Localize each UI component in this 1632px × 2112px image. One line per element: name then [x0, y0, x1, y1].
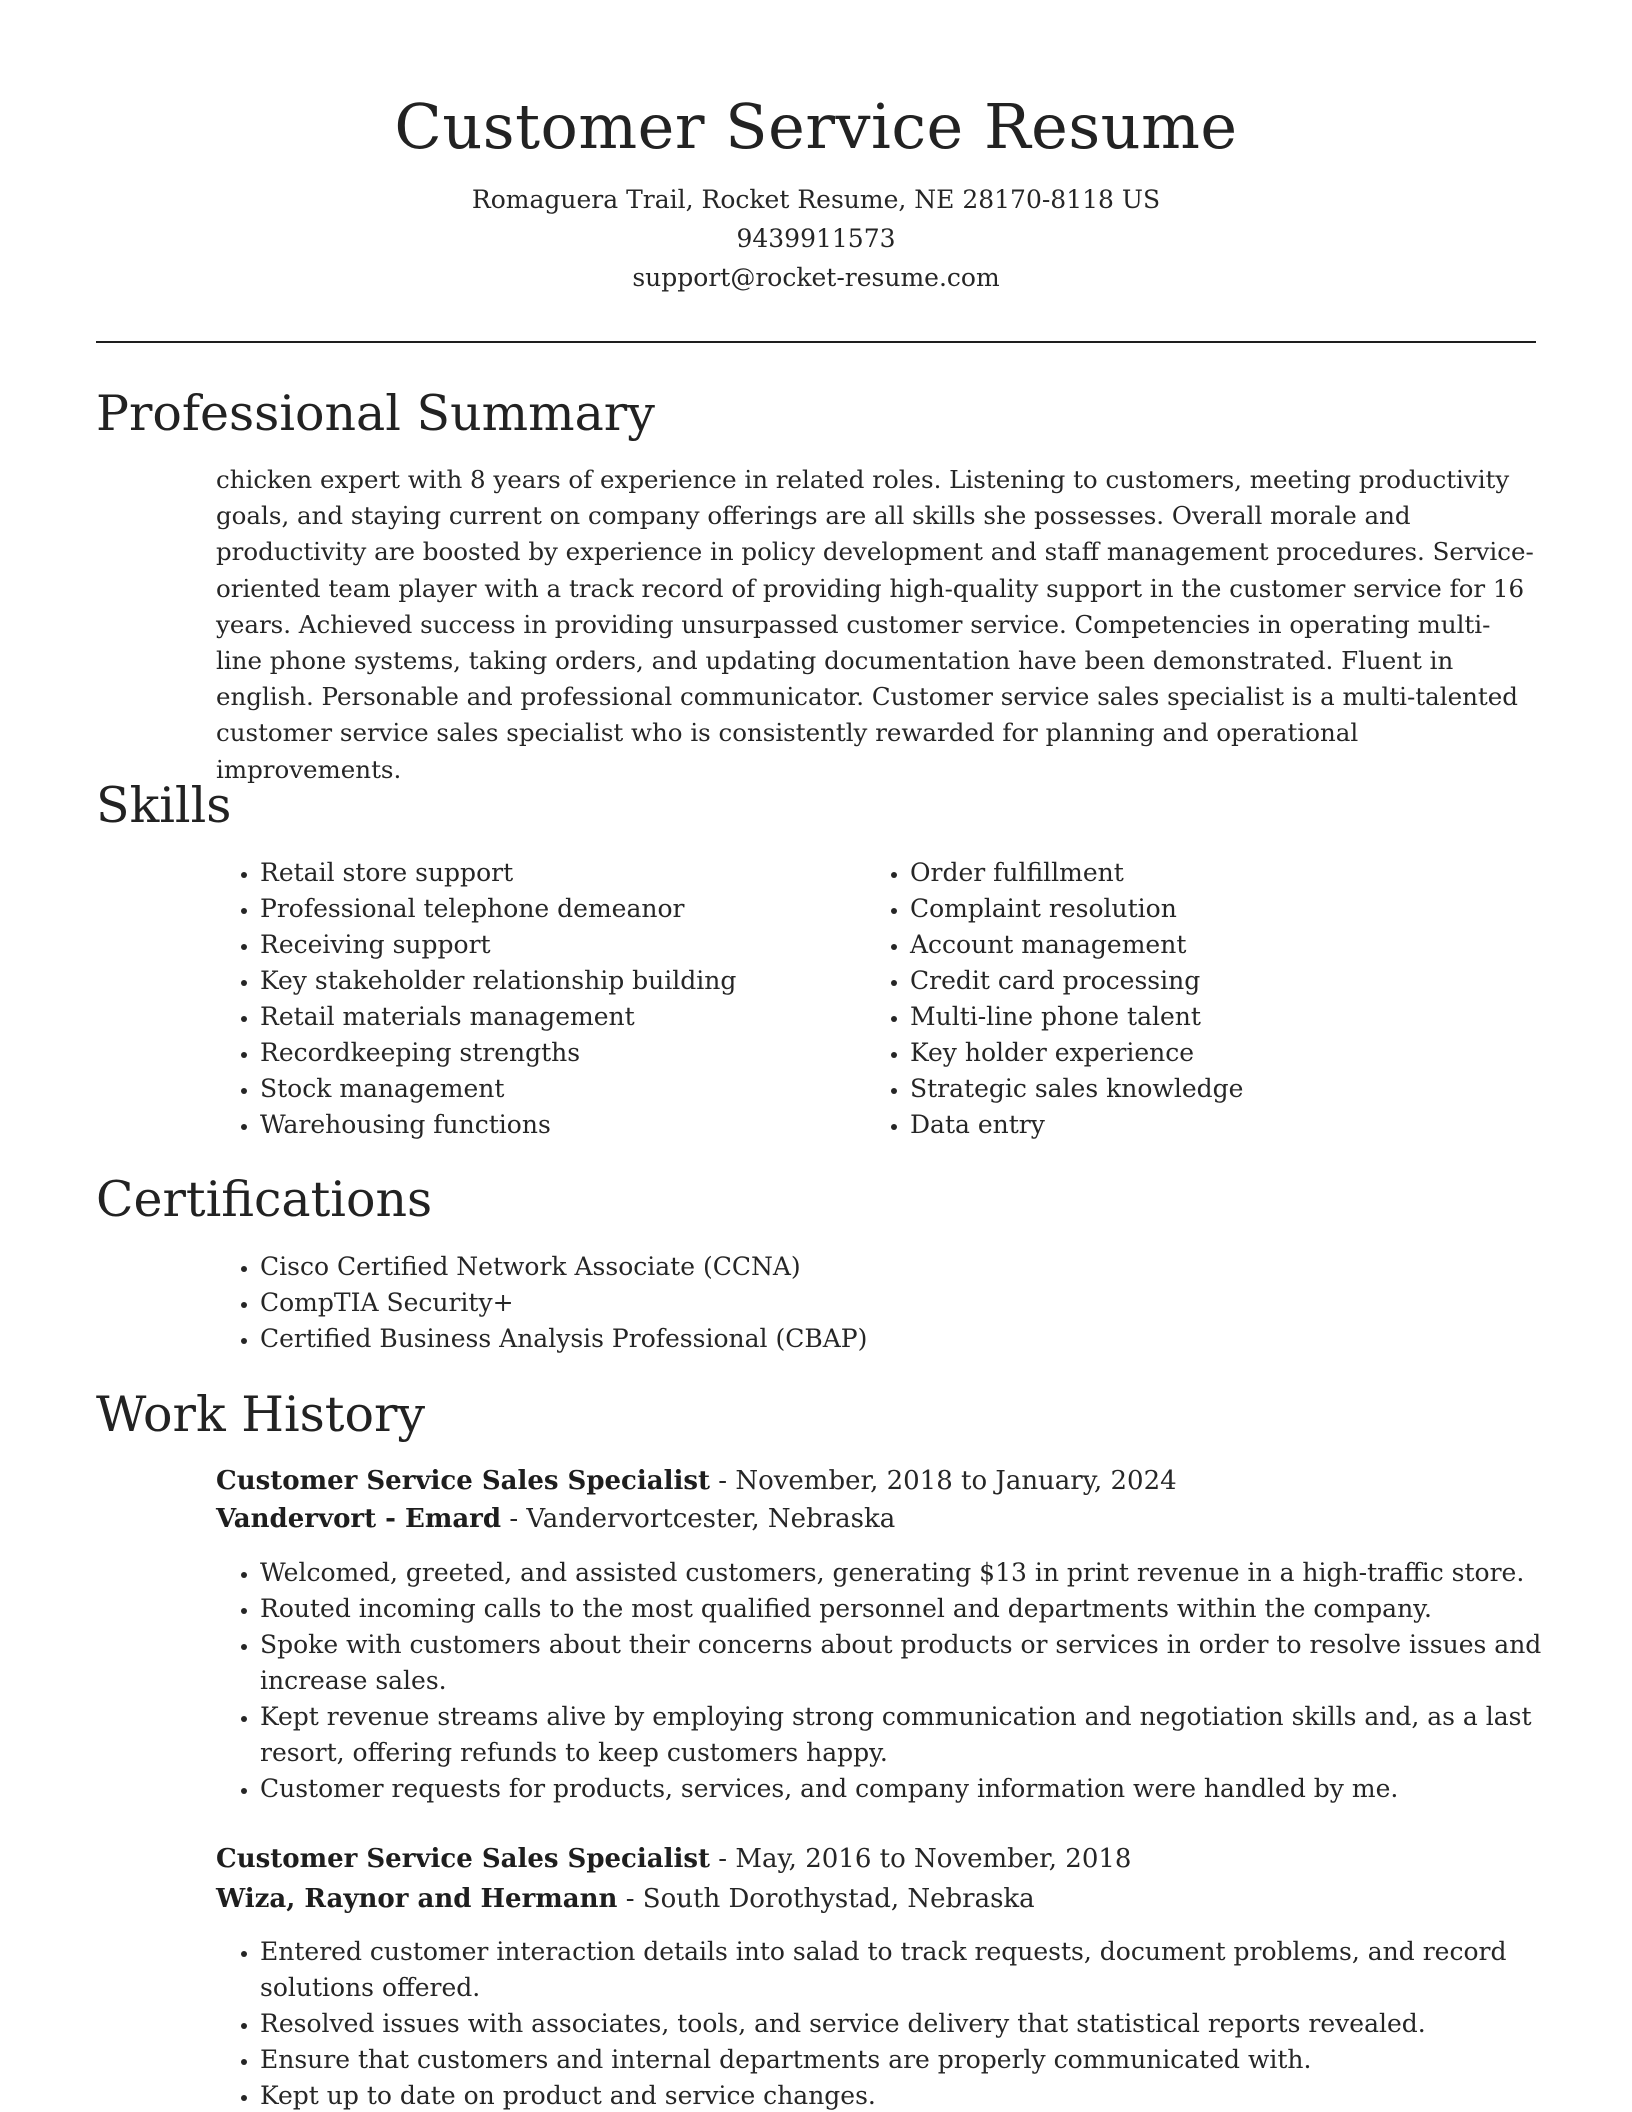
certification-item: • Cisco Certified Network Associate (CCNA) — [260, 1249, 1560, 1285]
skill-item: • Professional telephone demeanor — [260, 891, 860, 927]
contact-block — [96, 180, 1536, 297]
contact-address: Romaguera Trail, Rocket Resume, NE 28170-8118 US — [471, 185, 1161, 214]
summary-text: chicken expert with 8 years of experience in related roles. Listening to customers, meeting productivity goals, and staying current on company offerings are all skills she possesses. Overall morale and productivity are boosted by experience in policy development and staff management procedures. Service-oriented team player with a track record of providing high-quality support in the customer service for 16 years. Achieved success in providing unsurpassed customer service. Competencies in operating multi-line phone systems, taking orders, and updating documentation have been demonstrated. Fluent in english. Personable and professional communicator. Customer service sales specialist is a multi-talented customer service sales specialist who is consistently rewarded for planning and operational improvements. — [216, 465, 1534, 784]
duty-item: • Welcomed, greeted, and assisted customers, generating $13 in print revenue in a high-traffic store. — [260, 1555, 1580, 1591]
certification-item: • Certified Business Analysis Professional (CBAP) — [260, 1321, 1560, 1357]
skill-item: • Order fulfillment — [910, 855, 1530, 891]
duty-item: • Resolved issues with associates, tools, and service delivery that statistical reports revealed. — [260, 2006, 1580, 2042]
duty-item: • Kept up to date on product and service changes. — [260, 2078, 1580, 2112]
certifications-heading: Certifications — [96, 1171, 433, 1228]
separator: - — [509, 1504, 519, 1534]
job-duties-list — [216, 1555, 1580, 1807]
skill-item: • Strategic sales knowledge — [910, 1071, 1530, 1107]
summary-heading: Professional Summary — [96, 385, 655, 442]
skills-list-right — [866, 855, 1530, 1143]
header-divider — [96, 341, 1536, 343]
skill-item: • Credit card processing — [910, 963, 1530, 999]
resume-title: Customer Service Resume — [394, 90, 1238, 163]
job-dates: May, 2016 to November, 2018 — [735, 1844, 1132, 1874]
duty-item: • Ensure that customers and internal departments are properly communicated with. — [260, 2042, 1580, 2078]
contact-phone: 9439911573 — [736, 224, 896, 253]
job-company: Wiza, Raynor and Hermann — [216, 1884, 618, 1914]
separator: - — [718, 1466, 728, 1496]
skill-item: • Account management — [910, 927, 1530, 963]
work-history-heading: Work History — [96, 1386, 426, 1443]
separator: - — [625, 1884, 635, 1914]
resume-header — [96, 82, 1536, 297]
skill-item: • Multi-line phone talent — [910, 999, 1530, 1035]
skill-item: • Recordkeeping strengths — [260, 1035, 860, 1071]
job-company: Vandervort - Emard — [216, 1504, 502, 1534]
job-location: South Dorothystad, Nebraska — [642, 1884, 1035, 1914]
skills-list-left — [216, 855, 860, 1143]
duty-item: • Routed incoming calls to the most qualified personnel and departments within the company. — [260, 1591, 1580, 1627]
skill-item: • Key stakeholder relationship building — [260, 963, 860, 999]
job-title: Customer Service Sales Specialist — [216, 1466, 710, 1496]
job-dates: November, 2018 to January, 2024 — [735, 1466, 1177, 1496]
skills-heading: Skills — [96, 777, 232, 834]
job-company-line — [216, 1499, 895, 1539]
duty-item: • Kept revenue streams alive by employing strong communication and negotiation skills and, as a last resort, offering refunds to keep customers happy. — [260, 1699, 1580, 1771]
skill-item: • Retail store support — [260, 855, 860, 891]
duty-item: • Entered customer interaction details into salad to track requests, document problems, and record solutions offered. — [260, 1934, 1580, 2006]
separator: - — [718, 1844, 728, 1874]
duty-item: • Customer requests for products, services, and company information were handled by me. — [260, 1771, 1580, 1807]
skill-item: • Stock management — [260, 1071, 860, 1107]
duty-item: • Spoke with customers about their concerns about products or services in order to resolve issues and increase sales. — [260, 1627, 1580, 1699]
job-title-line — [216, 1461, 1177, 1501]
skill-item: • Key holder experience — [910, 1035, 1530, 1071]
job-location: Vandervortcester, Nebraska — [526, 1504, 896, 1534]
contact-email: support@rocket-resume.com — [632, 263, 1000, 292]
skill-item: • Complaint resolution — [910, 891, 1530, 927]
skill-item: • Warehousing functions — [260, 1107, 860, 1143]
certification-item: • CompTIA Security+ — [260, 1285, 1560, 1321]
job-duties-list — [216, 1934, 1580, 2112]
skill-item: • Data entry — [910, 1107, 1530, 1143]
job-title-line — [216, 1839, 1131, 1879]
job-title: Customer Service Sales Specialist — [216, 1844, 710, 1874]
skill-item: • Retail materials management — [260, 999, 860, 1035]
job-company-line — [216, 1879, 1035, 1919]
certifications-list — [216, 1249, 1560, 1357]
skill-item: • Receiving support — [260, 927, 860, 963]
